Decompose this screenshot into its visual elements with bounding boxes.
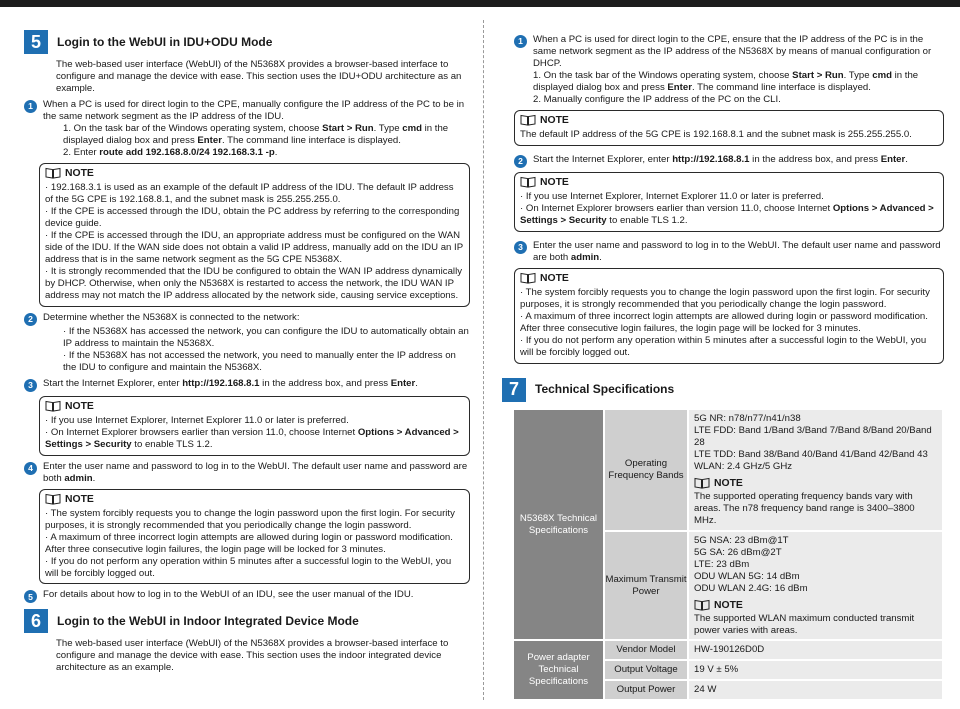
step-text: Enter the user name and password to log in to the WebUI. The default user name and password are both admin.: [533, 239, 941, 263]
step-5: [24, 589, 470, 603]
section-6-heading: [24, 609, 470, 633]
label-cell: Vendor Model: [604, 640, 688, 660]
value-cell: 5G NR: n78/n77/n41/n38 LTE FDD: Band 1/Band 3/Band 7/Band 8/Band 20/Band 28 LTE TDD: Band 38/Band 40/Band 41/Band 42/Band 43 WLAN: 2.4 GHz/5 GHz NOTE The supported operating frequency bands vary with areas. The n78 frequency band range is 3400–3800 MHz.: [688, 410, 942, 531]
note-line: · On Internet Explorer browsers earlier than version 11.0, choose Internet Options > Advanced > Settings > Security to enable TLS 1.2.: [45, 426, 459, 450]
book-icon: [45, 167, 61, 179]
section-number: 7: [502, 378, 526, 402]
note-line: · 192.168.3.1 is used as an example of the default IP address of the IDU. The default IP address of the 5G CPE is 192.168.8.1, and the subnet mask is 255.255.255.0.: [45, 181, 454, 205]
section-title: Login to the WebUI in IDU+ODU Mode: [57, 34, 273, 49]
bullet-item: · If the N5368X has not accessed the network, you need to manually enter the IP address on the IDU to configure and maintain the N5368X.: [63, 349, 456, 373]
section-7-heading: [502, 378, 944, 402]
bullet-item: · If the N5368X has accessed the network, you can configure the IDU to automatically obtain an IP address to maintain the N5368X.: [63, 325, 469, 349]
step-4: [24, 461, 470, 485]
note-box: [514, 110, 944, 146]
note-line: · A maximum of three incorrect login attempts are allowed during login or password modification. After three consecutive login failures, the login page will be locked for 3 minutes.: [45, 531, 453, 555]
book-icon: [45, 400, 61, 412]
value-cell: 24 W: [688, 680, 942, 700]
note-title: NOTE: [694, 599, 937, 612]
book-icon: [694, 599, 710, 611]
book-icon: [520, 114, 536, 126]
step-text: For details about how to log in to the WebUI of an IDU, see the user manual of the IDU.: [43, 589, 414, 601]
note-title: NOTE: [45, 400, 464, 413]
step-number: 1: [514, 35, 527, 48]
step-number: 1: [24, 100, 37, 113]
section-title: Login to the WebUI in Indoor Integrated Device Mode: [57, 613, 359, 628]
step-number: 4: [24, 462, 37, 475]
note-line: · If you do not perform any operation within 5 minutes after a successful login to the WebUI, you will be forcibly logged out.: [45, 555, 452, 579]
step-2: [24, 312, 470, 326]
note-line: · If you use Internet Explorer, Internet Explorer 11.0 or later is preferred.: [45, 414, 349, 426]
note-box: [39, 396, 470, 456]
note-title: NOTE: [520, 176, 938, 189]
substep-2: 2. Manually configure the IP address of the PC on the CLI.: [533, 93, 781, 105]
note-line: · If you do not perform any operation within 5 minutes after a successful login to the WebUI, you will be forcibly logged out.: [520, 334, 927, 358]
label-cell: Output Power: [604, 680, 688, 700]
note-title: NOTE: [520, 272, 938, 285]
note-title: NOTE: [45, 493, 464, 506]
note-box: [514, 268, 944, 364]
note-line: · It is strongly recommended that the IDU be configured to obtain the WAN IP address dynamically by DHCP. Otherwise, when only the N5368X is restarted to access the network, the IDU WAN IP address may not match the IP address allocated by the network side, causing service exceptions.: [45, 265, 462, 301]
value-cell: HW-190126D0D: [688, 640, 942, 660]
table-row: [514, 640, 942, 660]
section-5-heading: [24, 30, 470, 54]
note-line: · A maximum of three incorrect login attempts are allowed during login or password modification. After three consecutive login failures, the login page will be locked for 3 minutes.: [520, 310, 928, 334]
book-icon: [694, 477, 710, 489]
step-number: 2: [514, 155, 527, 168]
column-divider: [483, 20, 484, 700]
step-text: Start the Internet Explorer, enter http://192.168.8.1 in the address box, and press Enter.: [533, 153, 908, 165]
step-number: 3: [514, 241, 527, 254]
step-text: Start the Internet Explorer, enter http://192.168.8.1 in the address box, and press Enter.: [43, 377, 418, 389]
book-icon: [45, 493, 61, 505]
note-title: NOTE: [45, 167, 464, 180]
book-icon: [520, 176, 536, 188]
group-cell: N5368X Technical Specifications: [514, 410, 604, 641]
step-1: [24, 99, 470, 123]
note-line: · If you use Internet Explorer, Internet Explorer 11.0 or later is preferred.: [520, 190, 824, 202]
note-line: · If the CPE is accessed through the IDU, obtain the PC address by referring to the corresponding device guide.: [45, 205, 460, 229]
step-3: [24, 378, 470, 392]
spec-table: [514, 410, 942, 702]
note-title: NOTE: [520, 114, 938, 127]
substep-1: 1. On the task bar of the Windows operating system, choose Start > Run. Type cmd in the displayed dialog box and press Enter. The command line interface is displayed.: [533, 69, 919, 93]
step-text: When a PC is used for direct login to the CPE, ensure that the IP address of the PC is in the same network segment as the IP address of the N5368X by means of manual configuration or DHCP.: [533, 34, 932, 69]
left-column: [24, 30, 470, 677]
table-row: [514, 410, 942, 531]
label-cell: Maximum Transmit Power: [604, 531, 688, 641]
section-number: 5: [24, 30, 48, 54]
value-cell: 5G NSA: 23 dBm@1T 5G SA: 26 dBm@2T LTE: 23 dBm ODU WLAN 5G: 14 dBm ODU WLAN 2.4G: 16 dBm NOTE The supported WLAN maximum conducted transmit power varies with areas.: [688, 531, 942, 641]
step-2: [514, 154, 944, 168]
group-cell: Power adapter Technical Specifications: [514, 640, 604, 700]
note-line: · The system forcibly requests you to change the login password upon the first login. For security purposes, it is strongly recommended that you periodically change the login password.: [520, 286, 930, 310]
top-bar: [0, 0, 960, 7]
section-intro: The web-based user interface (WebUI) of the N5368X provides a browser-based interface to configure and manage the device with ease. This section uses the indoor integrated device architecture as an example.: [56, 638, 449, 674]
note-line: · The system forcibly requests you to change the login password upon the first login. For security purposes, it is strongly recommended that you periodically change the login password.: [45, 507, 455, 531]
note-line: · On Internet Explorer browsers earlier than version 11.0, choose Internet Options > Advanced > Settings > Security to enable TLS 1.2.: [520, 202, 934, 226]
substep-2: 2. Enter route add 192.168.8.0/24 192.168.3.1 -p.: [63, 146, 278, 158]
note-title: NOTE: [694, 477, 937, 490]
step-text: Enter the user name and password to log in to the WebUI. The default user name and password are both admin.: [43, 460, 468, 484]
note-box: [514, 172, 944, 232]
section-intro: The web-based user interface (WebUI) of the N5368X provides a browser-based interface to configure and manage the device with ease. This section uses the IDU+ODU architecture as an example.: [56, 59, 462, 94]
step-1: [514, 34, 944, 70]
note-box: [39, 489, 470, 585]
label-cell: Output Voltage: [604, 660, 688, 680]
note-line: · If the CPE is accessed through the IDU, an appropriate address must be configured on the WAN side of the IDU. If the WAN side does not obtain a valid IP address, manually add on the IDU an IP address that is in the same network segment as the 5G CPE N5368X.: [45, 229, 463, 265]
book-icon: [520, 272, 536, 284]
step-number: 5: [24, 590, 37, 603]
right-column: [508, 34, 944, 701]
step-number: 3: [24, 379, 37, 392]
step-text: Determine whether the N5368X is connected to the network:: [43, 311, 300, 323]
note-box: [39, 163, 470, 307]
step-3: [514, 240, 944, 264]
step-number: 2: [24, 313, 37, 326]
value-cell: 19 V ± 5%: [688, 660, 942, 680]
section-number: 6: [24, 609, 48, 633]
label-cell: Operating Frequency Bands: [604, 410, 688, 531]
note-line: The default IP address of the 5G CPE is 192.168.8.1 and the subnet mask is 255.255.255.0.: [520, 128, 912, 140]
section-title: Technical Specifications: [535, 382, 675, 397]
step-text: When a PC is used for direct login to the CPE, manually configure the IP address of the PC to be in the same network segment as the IP address of the IDU.: [43, 98, 465, 122]
substep-1: 1. On the task bar of the Windows operating system, choose Start > Run. Type cmd in the displayed dialog box and press Enter. The command line interface is displayed.: [63, 122, 449, 146]
